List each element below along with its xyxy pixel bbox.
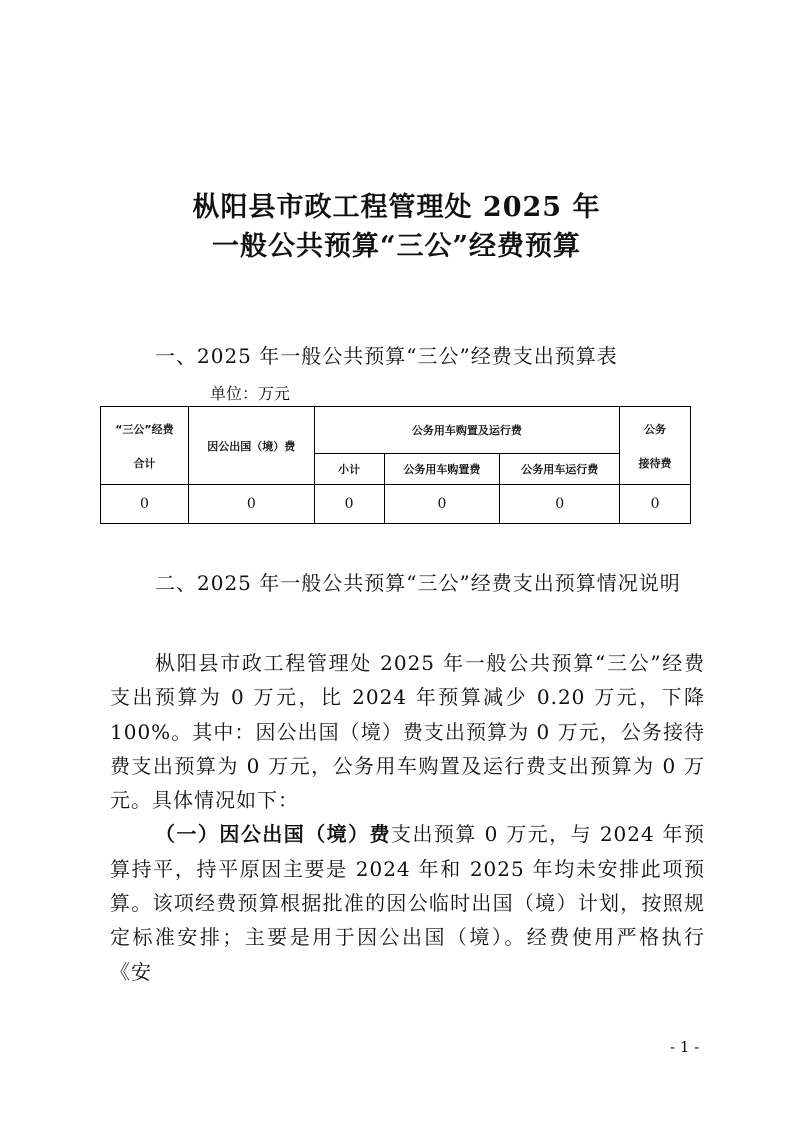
header-vehicle-purchase: 公务用车购置费 [384,454,500,485]
header-vehicle-group: 公务用车购置及运行费 [314,407,619,454]
document-title-line1: 枞阳县市政工程管理处 2025 年 [192,192,601,223]
value-reception: 0 [620,485,691,524]
paragraph-summary: 枞阳县市政工程管理处 2025 年一般公共预算“三公”经费支出预算为 0 万元，比 2024 年预算减少 0.20 万元，下降 100%。其中：因公出国（境）费支出预算为 0 万元，公务接待费支出预算为 0 万元，公务用车购置及运行费支出预算为 0 万元。具体情况如下： [110,651,705,813]
value-vehicle-purchase: 0 [384,485,500,524]
section2-heading: 二、2025 年一般公共预算“三公”经费支出预算情况说明 [155,571,681,595]
unit-label: 单位：万元 [210,384,291,403]
value-total: 0 [101,485,189,524]
body-text [110,646,705,989]
paragraph-abroad-heading: （一）因公出国（境）费 [155,822,392,847]
header-reception-bottom: 接待费 [638,456,672,470]
header-subtotal: 小计 [314,454,384,485]
header-abroad: 因公出国（境）费 [188,407,314,485]
header-total-top: “三公”经费 [115,422,174,436]
header-reception [620,407,691,485]
document-title-line2: 一般公共预算“三公”经费预算 [211,231,582,262]
value-abroad: 0 [188,485,314,524]
section1-heading: 一、2025 年一般公共预算“三公”经费支出预算表 [155,344,618,368]
value-vehicle-operation: 0 [500,485,620,524]
header-vehicle-operation: 公务用车运行费 [500,454,620,485]
header-reception-top: 公务 [644,422,667,436]
header-total [101,407,189,485]
value-subtotal: 0 [314,485,384,524]
paragraph-abroad [110,817,705,988]
paragraph-abroad-text: 支出预算 0 万元，与 2024 年预算持平，持平原因主要是 2024 年和 2025 年均未安排此项预算。该项经费预算根据批准的因公临时出国（境）计划，按照规定标准安排；主要是用于因公出国（境）。经费使用严格执行《安 [110,822,705,984]
budget-table [100,406,691,524]
page-number: - 1 - [670,1038,700,1056]
header-total-bottom: 合计 [133,456,156,470]
